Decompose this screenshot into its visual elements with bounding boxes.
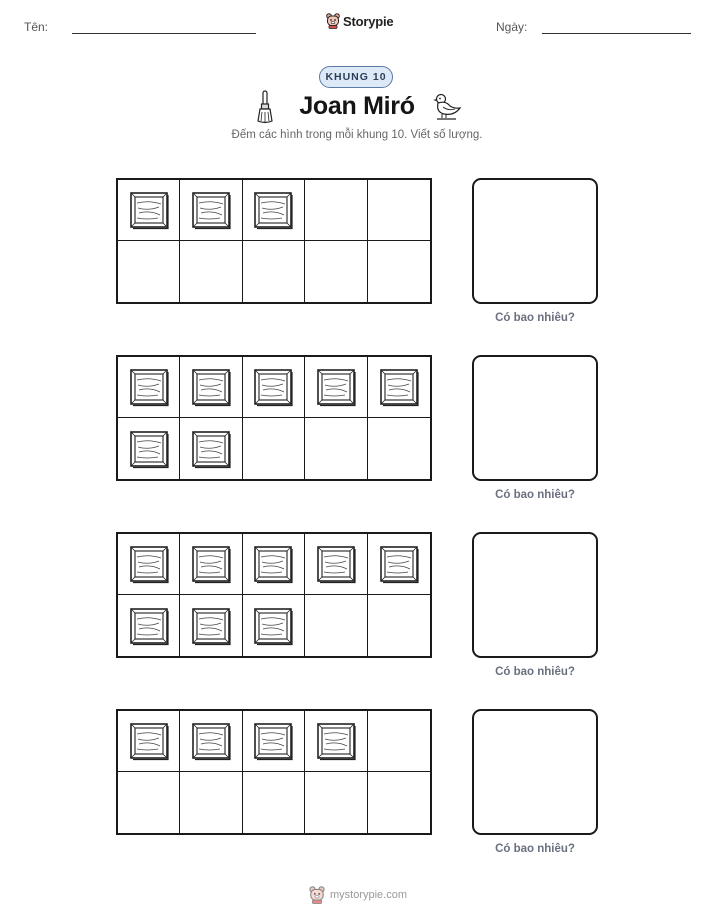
- ten-frame-cell: [368, 772, 430, 833]
- topic-badge: KHUNG 10: [319, 66, 393, 88]
- date-line[interactable]: [542, 33, 691, 34]
- canvas-painting-icon: [128, 544, 170, 584]
- ten-frame-cell: [118, 595, 180, 656]
- ten-frame: [116, 709, 432, 835]
- how-many-prompt: Có bao nhiêu?: [495, 489, 575, 501]
- canvas-painting-icon: [190, 544, 232, 584]
- canvas-painting-icon: [128, 190, 170, 230]
- ten-frame-cell: [368, 180, 430, 241]
- ten-frame-cell: [305, 711, 367, 772]
- ten-frame-cell: [118, 711, 180, 772]
- ten-frame-cell: [305, 180, 367, 241]
- ten-frame: [116, 355, 432, 481]
- bear-mascot-icon: [326, 13, 340, 29]
- footer: [309, 886, 407, 904]
- ten-frame-cell: [243, 418, 305, 479]
- how-many-prompt: Có bao nhiêu?: [495, 666, 575, 678]
- ten-frame-cell: [180, 357, 242, 418]
- canvas-painting-icon: [252, 721, 294, 761]
- bird-icon: [432, 92, 462, 122]
- canvas-painting-icon: [190, 429, 232, 469]
- canvas-painting-icon: [128, 367, 170, 407]
- page-title: Joan Miró: [299, 92, 415, 120]
- ten-frame-cell: [118, 418, 180, 479]
- date-label: Ngày:: [496, 20, 528, 34]
- ten-frame-cell: [118, 534, 180, 595]
- canvas-painting-icon: [378, 367, 420, 407]
- canvas-painting-icon: [315, 721, 357, 761]
- ten-frame-cell: [305, 241, 367, 302]
- bear-mascot-icon: [309, 886, 325, 904]
- canvas-painting-icon: [190, 367, 232, 407]
- canvas-painting-icon: [315, 544, 357, 584]
- ten-frame-cell: [243, 357, 305, 418]
- how-many-prompt: Có bao nhiêu?: [495, 312, 575, 324]
- ten-frame-cell: [180, 180, 242, 241]
- ten-frame-cell: [368, 357, 430, 418]
- ten-frame-cell: [305, 595, 367, 656]
- footer-url[interactable]: mystorypie.com: [330, 889, 408, 901]
- answer-box[interactable]: [472, 532, 598, 658]
- ten-frame-cell: [118, 241, 180, 302]
- ten-frame-cell: [180, 711, 242, 772]
- canvas-painting-icon: [252, 367, 294, 407]
- canvas-painting-icon: [252, 544, 294, 584]
- how-many-prompt: Có bao nhiêu?: [495, 843, 575, 855]
- ten-frame-cell: [305, 357, 367, 418]
- ten-frame: [116, 532, 432, 658]
- brand-name: Storypie: [343, 13, 394, 29]
- canvas-painting-icon: [128, 721, 170, 761]
- canvas-painting-icon: [252, 606, 294, 646]
- ten-frame-cell: [305, 534, 367, 595]
- instructions: Đếm các hình trong mỗi khung 10. Viết số lượng.: [231, 129, 483, 141]
- canvas-painting-icon: [252, 190, 294, 230]
- canvas-painting-icon: [190, 190, 232, 230]
- answer-box[interactable]: [472, 709, 598, 835]
- ten-frame-cell: [180, 241, 242, 302]
- ten-frame-cell: [368, 241, 430, 302]
- ten-frame-cell: [180, 534, 242, 595]
- ten-frame-cell: [368, 595, 430, 656]
- ten-frame-cell: [118, 357, 180, 418]
- brand-logo: [326, 13, 393, 29]
- answer-box[interactable]: [472, 178, 598, 304]
- ten-frame-cell: [243, 534, 305, 595]
- ten-frame-cell: [243, 711, 305, 772]
- ten-frame-cell: [368, 418, 430, 479]
- ten-frame-cell: [180, 772, 242, 833]
- name-line[interactable]: [72, 33, 256, 34]
- ten-frame-cell: [180, 595, 242, 656]
- ten-frame-cell: [180, 418, 242, 479]
- canvas-painting-icon: [128, 606, 170, 646]
- ten-frame-cell: [305, 772, 367, 833]
- ten-frame-cell: [368, 534, 430, 595]
- ten-frame-cell: [118, 772, 180, 833]
- ten-frame-cell: [118, 180, 180, 241]
- ten-frame-cell: [243, 595, 305, 656]
- canvas-painting-icon: [190, 721, 232, 761]
- canvas-painting-icon: [378, 544, 420, 584]
- answer-box[interactable]: [472, 355, 598, 481]
- canvas-painting-icon: [128, 429, 170, 469]
- canvas-painting-icon: [190, 606, 232, 646]
- canvas-painting-icon: [315, 367, 357, 407]
- ten-frame-cell: [243, 772, 305, 833]
- ten-frame-cell: [305, 418, 367, 479]
- ten-frame-cell: [243, 241, 305, 302]
- name-label: Tên:: [24, 20, 49, 34]
- ten-frame-cell: [243, 180, 305, 241]
- ten-frame: [116, 178, 432, 304]
- ten-frame-cell: [368, 711, 430, 772]
